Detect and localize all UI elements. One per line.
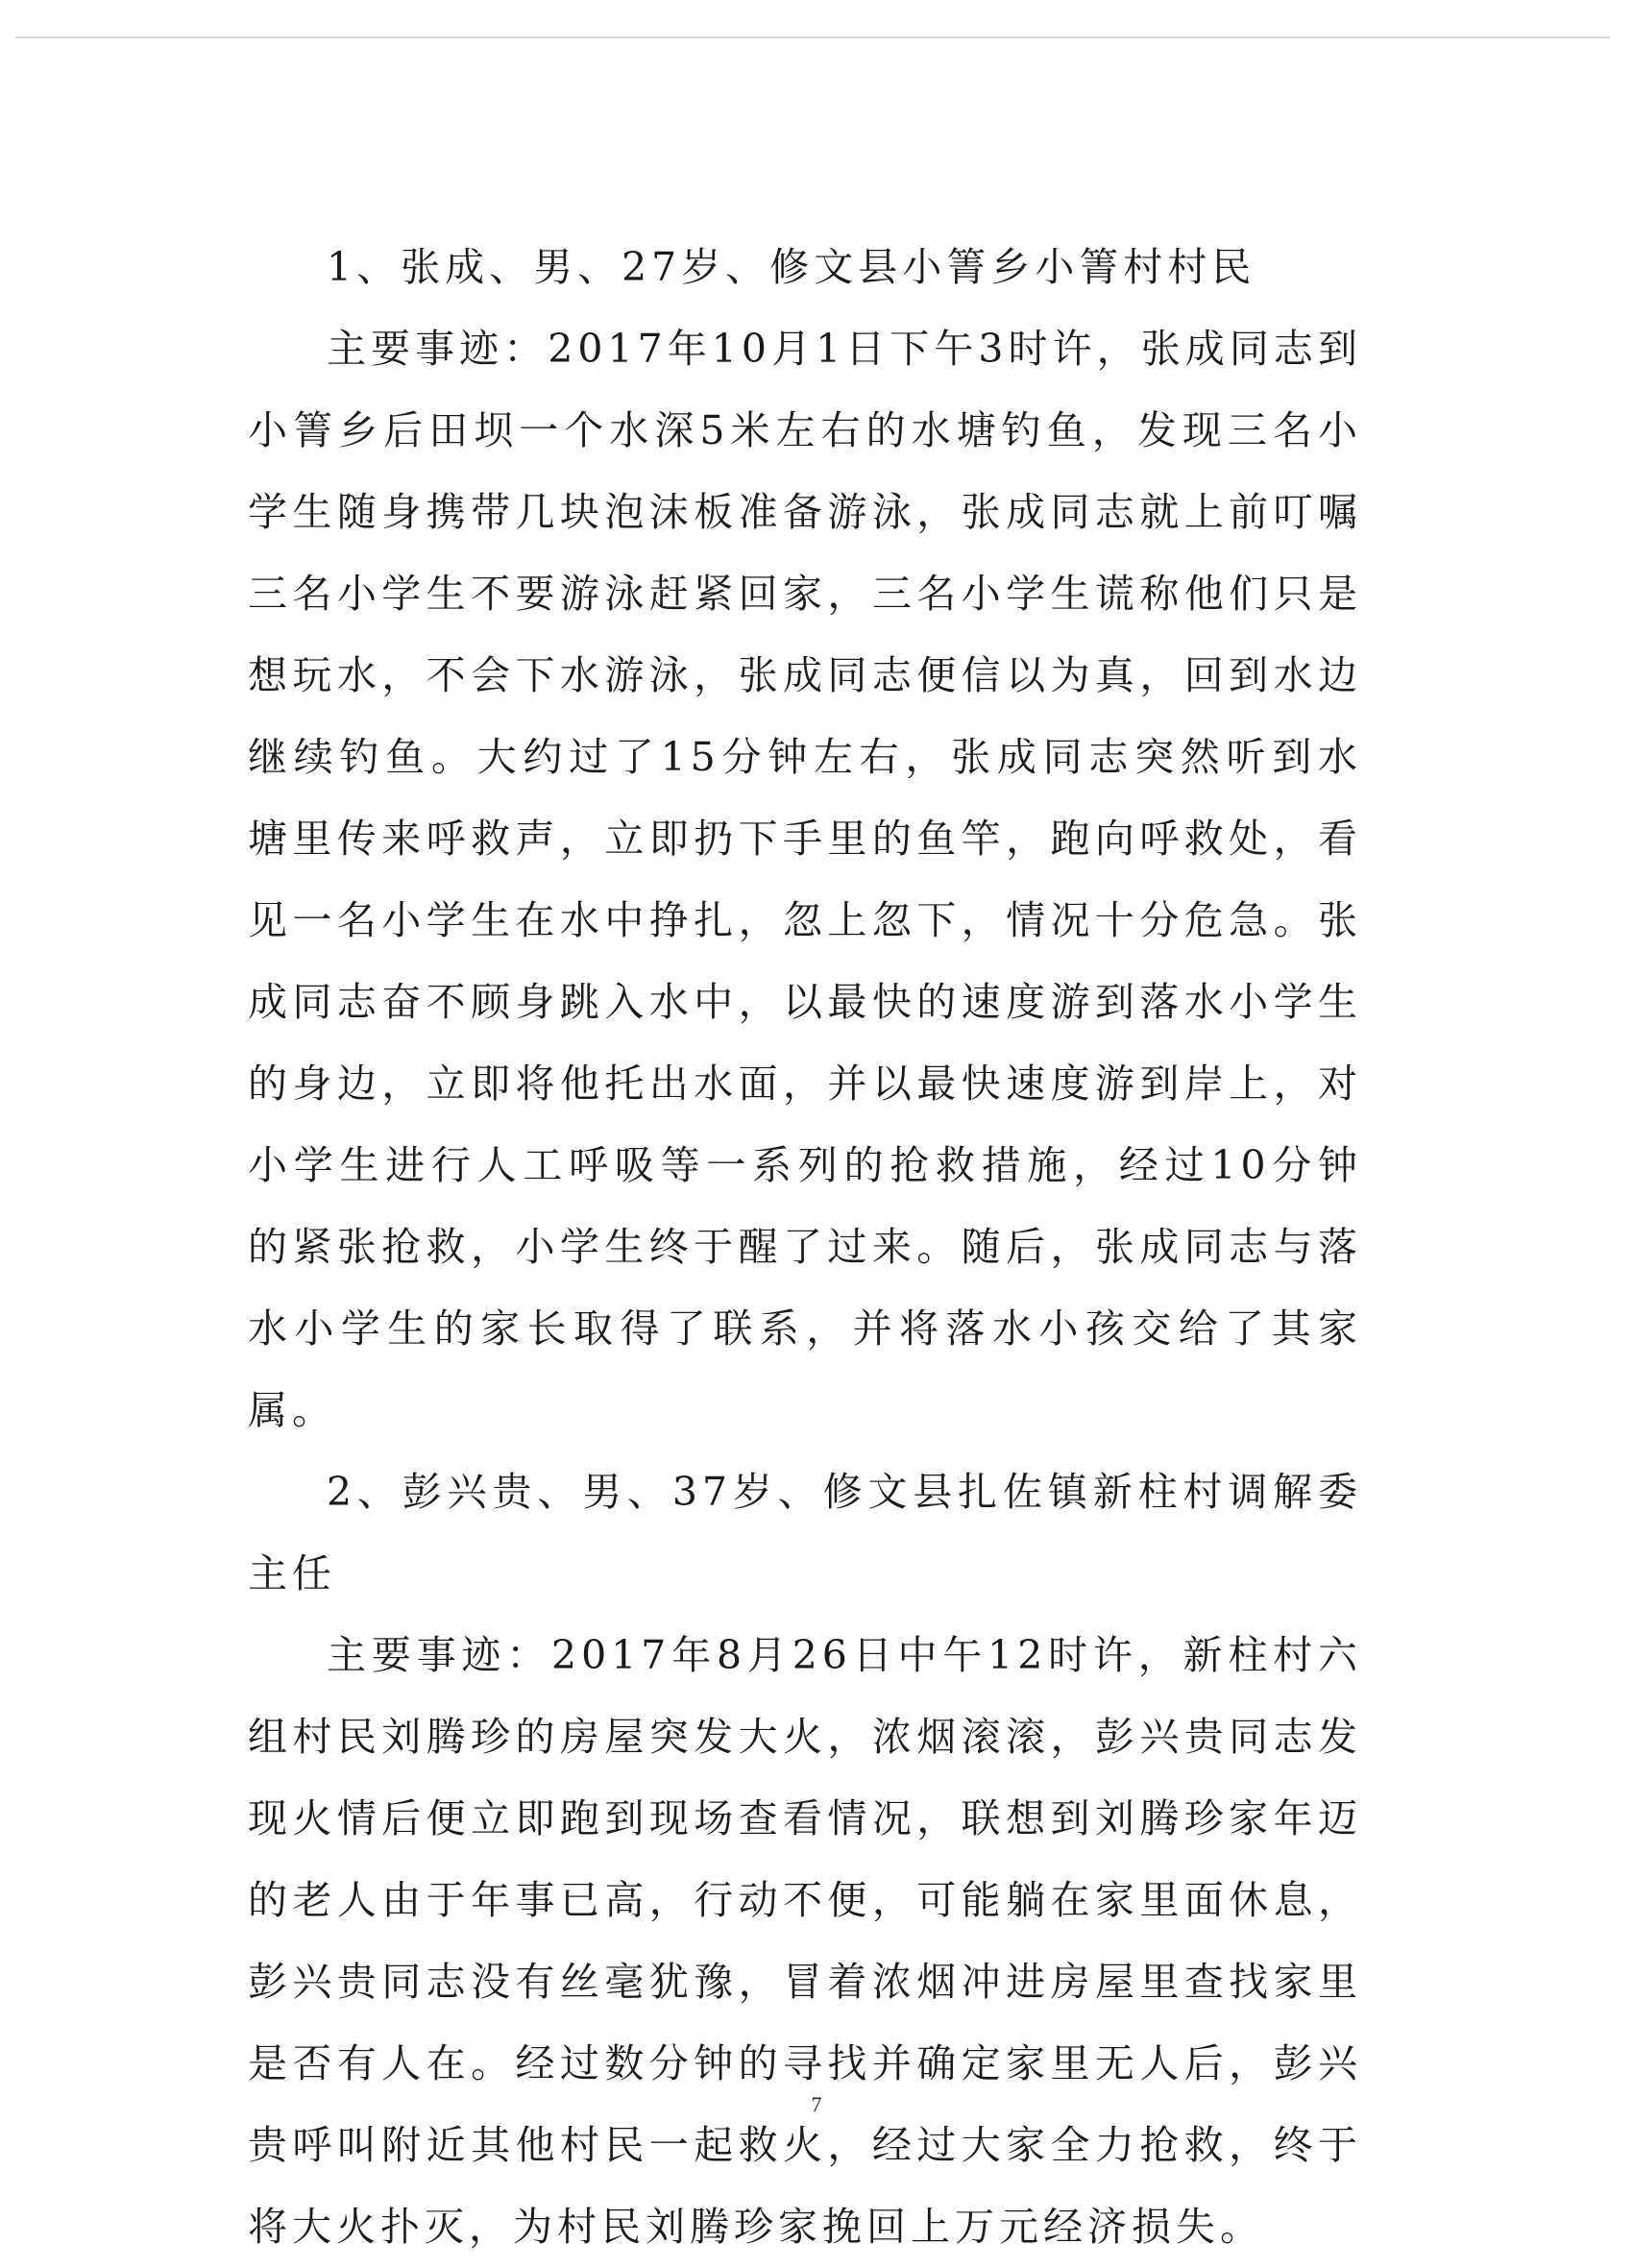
paragraph-1-deeds: 主要事迹：2017年10月1日下午3时许，张成同志到小箐乡后田坝一个水深5米左右的水塘钓鱼，发现三名小学生随身携带几块泡沫板准备游泳，张成同志就上前叮嘱三名小学生不要游泳赶紧回家，三名小学生谎称他们只是想玩水，不会下水游泳，张成同志便信以为真，回到水边继续钓鱼。大约过了15分钟左右，张成同志突然听到水塘里传来呼救声，立即扔下手里的鱼竿，跑向呼救处，看见一名小学生在水中挣扎，忽上忽下，情况十分危急。张成同志奋不顾身跳入水中，以最快的速度游到落水小学生的身边，立即将他托出水面，并以最快速度游到岸上，对小学生进行人工呼吸等一系列的抢救措施，经过10分钟的紧张抢救，小学生终于醒了过来。随后，张成同志与落水小学生的家长取得了联系，并将落水小孩交给了其家属。 <box>248 326 1362 1433</box>
top-border-line <box>15 37 1610 38</box>
paragraph-2-heading: 2、彭兴贵、男、37岁、修文县扎佐镇新柱村调解委主任 <box>248 1469 1362 1597</box>
paragraph-2-deeds: 主要事迹：2017年8月26日中午12时许，新柱村六组村民刘腾珍的房屋突发大火，浓烟滚滚，彭兴贵同志发现火情后便立即跑到现场查看情况，联想到刘腾珍家年迈的老人由于年事已高，行动不便，可能躺在家里面休息，彭兴贵同志没有丝毫犹豫，冒着浓烟冲进房屋里查找家里是否有人在。经过数分钟的寻找并确定家里无人后，彭兴贵呼叫附近其他村民一起救火，经过大家全力抢救，终于将大火扑灭，为村民刘腾珍家挽回上万元经济损失。 <box>248 1632 1362 2250</box>
page-number: 7 <box>811 2092 822 2116</box>
paragraph-1-heading: 1、张成、男、27岁、修文县小箐乡小箐村村民 <box>327 244 1256 290</box>
document-body <box>248 227 1362 2268</box>
